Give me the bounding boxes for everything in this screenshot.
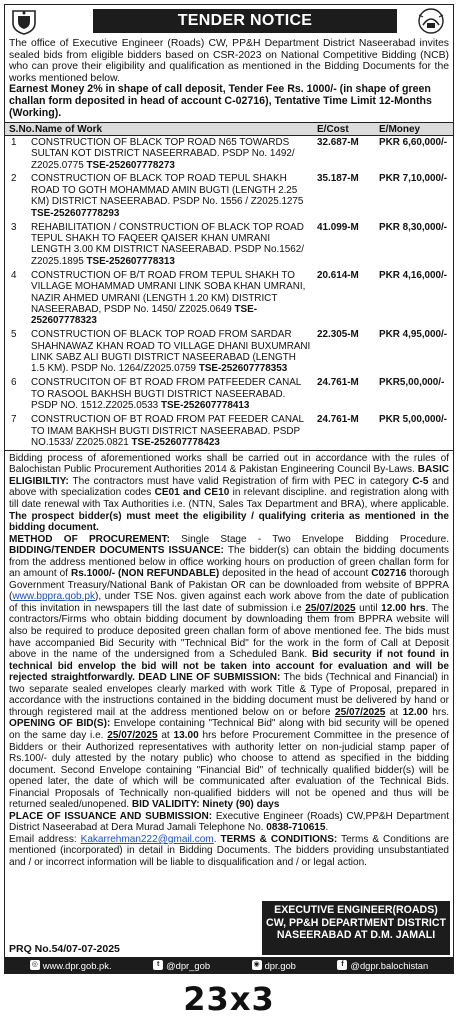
instagram-icon: ◉ — [253, 961, 260, 968]
works-table — [5, 122, 453, 451]
terms-conditions-text: Terms & Conditions are mentioned (incorporated) in detail in Bidding Documents. The bidders providing unsubstantiated and / or incorrect information will be liable to disqualification and / or legal action. — [9, 833, 450, 868]
twitter-icon: t — [153, 960, 163, 970]
work-name: CONSTRUCTION OF BLACK TOP ROAD FROM SARDAR SHAHNAWAZ KHAN ROAD TO VILLAGE DHANI BUXUMRANI LINK SABZ ALI BUGTI DISTRICT NASEERABAD (LENGTH 1.5 KM). PSDP No. 1264/Z2025.0759 — [31, 329, 311, 375]
work-name: CONSTRUCTION OF BLACK TOP ROAD N65 TOWARDS SULTAN KOT DISTRICT NASEERRABAD. PSDP No. 1492/ Z2025.0775 — [31, 136, 295, 171]
row-name — [27, 222, 317, 268]
work-name: REHABILITATION / CONSTRUCTION OF BLACK TOP ROAD TEPUL SHAKH TO FAQEER QAISER KHAN UMRANI LENGTH 3.00 KM DISTRICT NASEERABAD. PSDP No.1562/ Z2025.1895 — [31, 221, 304, 267]
row-cost: 24.761-M — [317, 414, 359, 426]
row-sno: 6 — [11, 377, 17, 389]
row-sno: 1 — [11, 136, 17, 148]
row-cost: 22.305-M — [317, 329, 359, 341]
twitter-text: @dpr_gob — [166, 959, 211, 971]
table-row — [5, 172, 453, 220]
table-row — [5, 376, 453, 413]
documents-issuance-text: thorough Government Treasury/National Bank of Pakistan OR can be downloaded from website of BPPRA ( — [9, 568, 450, 603]
works-table-header — [5, 123, 453, 136]
table-row — [5, 136, 453, 173]
table-row — [5, 413, 453, 450]
work-name: CONSTRUCTION OF BT ROAD FROM PAT FEEDER CANAL TO IMAM BAKHSH BUGTI DISTRICT NASEERABAD. PSDP NO.1533/ Z2025.0821 — [31, 414, 304, 448]
notice-header — [5, 5, 453, 37]
row-name — [27, 270, 317, 327]
head-of-account: C02716 — [371, 568, 407, 580]
documents-issuance-text: The bidder(s) can obtain the bidding documents from the address mentioned below in office working hours on production of green challan form for an amount of — [9, 545, 449, 580]
row-money: PKR 4,95,000/- — [379, 329, 448, 341]
basic-eligibility-label: BASIC ELIGIBILTIY: — [9, 464, 450, 487]
facebook-text: @dgpr.balochistan — [350, 959, 429, 971]
row-sno: 5 — [11, 329, 17, 341]
bppra-link[interactable]: www.bppra.gob.pk — [12, 591, 96, 603]
work-name: CONSTRUCITON OF BT ROAD FROM PATFEEDER CANAL TO RASOOL BAKHSH BUGTI DISTRICT NASEERABAD. PSDP NO. 1512.Z2025.0533 — [31, 377, 301, 412]
signature-line: EXECUTIVE ENGINEER(ROADS) — [274, 904, 438, 916]
header-cost: E/Cost — [317, 123, 349, 135]
signature-area — [5, 897, 453, 955]
table-row — [5, 269, 453, 329]
opening-date: 25/07/2025 — [107, 729, 158, 741]
place-of-issuance-text: Executive Engineer (Roads) CW,PP&H Department District Naseerabad at Dera Murad Jamali Telephone No. — [9, 810, 450, 834]
row-cost: 32.687-M — [317, 136, 359, 148]
notice-title: TENDER NOTICE — [93, 9, 397, 33]
row-cost: 24.761-M — [317, 377, 359, 389]
row-money: PKR 5,00,000/- — [379, 414, 448, 426]
instagram-text: dpr.gob — [264, 959, 296, 971]
bid-security-warning: Bid security if not found in technical bid envelop the bid will not be taken into account for evaluation and will be rejected straightforwardly. — [9, 649, 449, 684]
method-of-procurement-text: Single Stage - Two Envelope Bidding Procedure. — [181, 533, 449, 545]
header-name: Name of Work — [35, 123, 103, 135]
documents-issuance-text: deposited in the head of account — [222, 568, 369, 580]
header-money: E/Money — [379, 123, 421, 135]
works-table-body — [5, 136, 453, 450]
deadline-date: 25/07/2025 — [335, 706, 386, 718]
signature-line: NASEERABAD AT D.M. JAMALI — [276, 929, 436, 942]
instagram-item[interactable] — [252, 960, 296, 971]
terms-conditions-label: TERMS & CONDITIONS: — [220, 833, 338, 845]
work-name: CONSTRUCTION OF B/T ROAD FROM TEPUL SHAKH TO VILLAGE MOHAMMAD UMRANI LINK SOBA KHAN UMRANI, NAZIR AHMED UMRANI (LENGTH 1.20 KM) DISTRICT NASEERABAD, PSDP No. 1450/ Z2025.0649 — [31, 269, 306, 315]
pec-category: C-5 — [412, 475, 429, 487]
table-row — [5, 328, 453, 376]
row-money: PKR 6,60,000/- — [379, 136, 448, 148]
row-sno: 4 — [11, 269, 17, 281]
row-name — [27, 173, 317, 219]
row-sno: 7 — [11, 414, 17, 426]
eligibility-text: The contractors must have valid Registration of firm with PEC in category — [72, 475, 409, 487]
procurement-rules-text: Bidding process of aforementioned works shall be carried out in accordance with the rules of Balochistan Public Procurement Authorities 2014 & Pakistan Engineering Council By-Laws. — [9, 452, 449, 476]
tse-number: TSE-252607778293 — [31, 207, 120, 219]
opening-text: at — [161, 729, 170, 741]
tse-number: TSE-252607778323 — [31, 303, 257, 327]
tse-number: TSE-252607778423 — [131, 436, 220, 448]
row-money: PKR 8,30,000/- — [379, 221, 448, 233]
row-name — [27, 414, 317, 448]
deadline-text: The bids (Technical and Financial) in two separate sealed envelopes clearly marked with work Title & Type of Proposal, prepared in accordance with the instructions contained in the bidding document must be delivered by hand or through registered mail at the address mentioned below on or before — [9, 672, 450, 718]
globe-icon: ◎ — [31, 961, 38, 968]
eligibility-criteria-note: The prospect bidder(s) must meet the eligibility / qualifying criteria as mentioned in the bidding document. — [9, 510, 449, 534]
documents-issuance-text: . The contractors/Firms who obtain bidding document by downloading them from BPPRA website will also be required to produce deposited green challan form of above mentioned fee. The bids must have accompanied Bid Security with "Technical Bid" for the work in the form of Call at Deposit above in the name of the undersigned from a Scheduled Bank. — [9, 602, 449, 661]
eligibility-text: and above with specialization codes — [9, 475, 449, 499]
facebook-item[interactable] — [337, 960, 428, 971]
balochistan-emblem-icon — [9, 7, 39, 35]
row-name — [27, 377, 317, 411]
bid-validity: BID VALIDITY: Ninety (90) days — [131, 799, 280, 811]
row-money: PKR5,00,000/- — [379, 377, 445, 389]
opening-of-bids-label: OPENING OF BID(S): — [9, 718, 111, 730]
earnest-money-line: Earnest Money 2% in shape of call deposit, Tender Fee Rs. 1000/- (in shape of green challan form deposited in head of account C-02716), Tentative Time Limit 12-Months (Working). — [9, 83, 432, 119]
tender-fee: Rs.1000/- (NON REFUNDABLE) — [70, 568, 220, 580]
row-money: PKR 7,10,000/- — [379, 173, 448, 185]
website-item[interactable] — [30, 960, 112, 971]
place-of-issuance-label: PLACE OF ISSUANCE AND SUBMISSION: — [9, 810, 213, 822]
website-text: www.dpr.gob.pk. — [42, 959, 112, 971]
tender-notice — [4, 4, 454, 974]
facebook-icon: f — [337, 960, 347, 970]
row-name — [27, 329, 317, 375]
opening-text: hrs before Procurement Committee in the presence of Bidders or their Authorized representatives with authority letter on non-judicial stamp paper of Rs.100/- duly attested by the notary public) who choose to attend as specified in the bidding document. Second Envelope containing "Financial Bid" of technically qualified bidder(s) will be opened later, the date of which will be communicated after evaluation of the Technical Bids. Financial Proposals of Technically non-qualified bidders will not be opened and thus will be returned sealed/unopened. — [9, 729, 450, 811]
deadline-text: hrs. — [432, 706, 450, 718]
social-bar — [5, 957, 453, 973]
deadline-time: 12.00 — [402, 706, 428, 718]
submission-time: 12.00 hrs — [381, 602, 426, 614]
submission-date: 25/07/2025 — [305, 602, 356, 614]
ad-size-label: 23x3 — [183, 980, 275, 1018]
terms-body: Bidding process of aforementioned works shall be carried out in accordance with the rules of Balochistan Public Procurement Authorities 2014 & Pakistan Engineering Council By-Laws. BASIC ELIGIBILTIY: The contractors must have valid Registration of firm with PEC in category C-5 and above with specialization codes CE01 and CE10 in relevant discipline. and registration along with till date renewal with Tax Authorities i.e. (NTN, Sales Tax Department and BRA), where applicable. The prospect bidder(s) must meet the eligibility / qualifying criteria as mentioned in the bidding document. METHOD OF PROCUREMENT: Single Stage - Two Envelope Bidding Procedure. BIDDING/TENDER DOCUMENTS ISSUANCE: The bidder(s) can obtain the bidding documents from the address mentioned below in office working hours on production of green challan form for an amount of Rs.1000/- (NON REFUNDABLE) deposited in the head of account C02716 thorough Government Treasury/National Bank of Pakistan OR can be downloaded from website of BPPRA (www.bppra.gob.pk), under TSE Nos. given against each work above from the date of publication of this invitation in newspapers till the last date of submission i.e 25/07/2025 until 12.00 hrs. The contractors/Firms who obtain bidding document by downloading them from BPPRA website will also be required to produce deposited green challan form of above mentioned fee. The bids must have accompanied Bid Security with "Technical Bid" for the work in the form of Call at Deposit above in the name of the undersigned from a Scheduled Bank. Bid security if not found in technical bid envelop the bid will not be taken into account for evaluation and will be rejected straightforwardly. DEAD LINE OF SUBMISSION: The bids (Technical and Financial) in two separate sealed envelopes clearly marked with work Title & Type of Proposal, prepared in accordance with the instructions contained in the bidding document must be delivered by hand or through registered mail at the address mentioned below on or before 25/07/2025 at 12.00 hrs. OPENING OF BID(S): Envelope containing "Technical Bid" along with bid security will be opened on the same day i.e. 25/07/2025 at 13.00 hrs before Procurement Committee in the presence of Bidders or their Authorized representatives with authority letter on non-judicial stamp paper of Rs.100/- duly attested by the notary public) who choose to attend as specified in the bidding document. Second Envelope containing "Financial Bid" of technically qualified bidder(s) will be opened later, the date of which will be communicated after evaluation of the Technical Bids. Financial Proposals of Technically non-qualified bidders will not be opened and thus will be returned sealed/unopened. BID VALIDITY: Ninety (90) days PLACE OF ISSUANCE AND SUBMISSION: Executive Engineer (Roads) CW,PP&H Department District Naseerabad at Dera Murad Jamali Telephone No. 0838-710615. Email address: Kakarrehman222@gmail.com. TERMS & CONDITIONS: Terms & Conditions are mentioned (incorporated) in detail in Bidding Documents. The bidders providing unsubstantiated and / or incorrect information will be liable to disqualification and / or legal action. — [9, 452, 450, 868]
row-cost: 35.187-M — [317, 173, 359, 185]
row-sno: 3 — [11, 221, 17, 233]
documents-issuance-text: until — [359, 602, 378, 614]
opening-text: Envelope containing "Technical Bid" along with bid security will be opened on the same day i.e. — [9, 718, 449, 741]
tse-number: TSE-252607778353 — [198, 363, 288, 375]
header-sno: S.No. — [9, 123, 35, 135]
signature-line: CW, PP&H DEPARTMENT DISTRICT — [266, 916, 446, 929]
row-cost: 20.614-M — [317, 269, 359, 281]
department-logo-icon — [413, 7, 449, 35]
opening-time: 13.00 — [173, 729, 199, 741]
eligibility-text: in relevant discipline. and registration along with till date renewal with Tax Authorities i.e. (NTN, Sales Tax Department and BRA), where applicable. — [9, 487, 450, 511]
deadline-text: at — [389, 706, 399, 718]
table-row — [5, 221, 453, 269]
intro-paragraph: The office of Executive Engineer (Roads) CW, PP&H Department District Naseerabad invites sealed bids from eligible bidders based on CSR-2023 on National Competitive Bidding (NCB) who can prove their eligibility and qualification as mentioned in the Bidding Documents for the works mentioned below. — [9, 38, 449, 84]
tse-number: TSE-252607778413 — [160, 400, 250, 412]
email-label: Email address: — [9, 833, 77, 845]
documents-issuance-label: BIDDING/TENDER DOCUMENTS ISSUANCE: — [9, 545, 224, 557]
row-money: PKR 4,16,000/- — [379, 269, 448, 281]
twitter-item[interactable] — [153, 960, 210, 971]
work-name: CONSTRUCTION OF BLACK TOP ROAD TEPUL SHAKH ROAD TO GOTH MOHAMMAD AMIN BUGTI (LENGTH 2.25 KM) DISTRICT NASEERABAD. PSDP No. 1556 / Z2025.1275 — [31, 173, 304, 208]
deadline-label: DEAD LINE OF SUBMISSION: — [138, 672, 281, 684]
signature-block — [262, 901, 450, 955]
specialization-codes: CE01 and CE10 — [154, 487, 230, 499]
email-link[interactable]: Kakarrehman222@gmail.com — [80, 833, 214, 845]
row-sno: 2 — [11, 173, 17, 185]
row-cost: 41.099-M — [317, 221, 359, 233]
prq-number: PRQ No.54/07-07-2025 — [9, 943, 120, 955]
method-of-procurement-label: METHOD OF PROCUREMENT: — [9, 533, 170, 545]
tse-number: TSE-252607778313 — [86, 255, 175, 267]
documents-issuance-text: ), under TSE Nos. given against each work above from the date of publication of this invitation in newspapers till the last date of submission i.e — [9, 591, 449, 614]
row-name — [27, 137, 317, 171]
telephone-number: 0838-710615 — [266, 822, 326, 834]
tse-number: TSE-252607778273 — [86, 159, 175, 171]
